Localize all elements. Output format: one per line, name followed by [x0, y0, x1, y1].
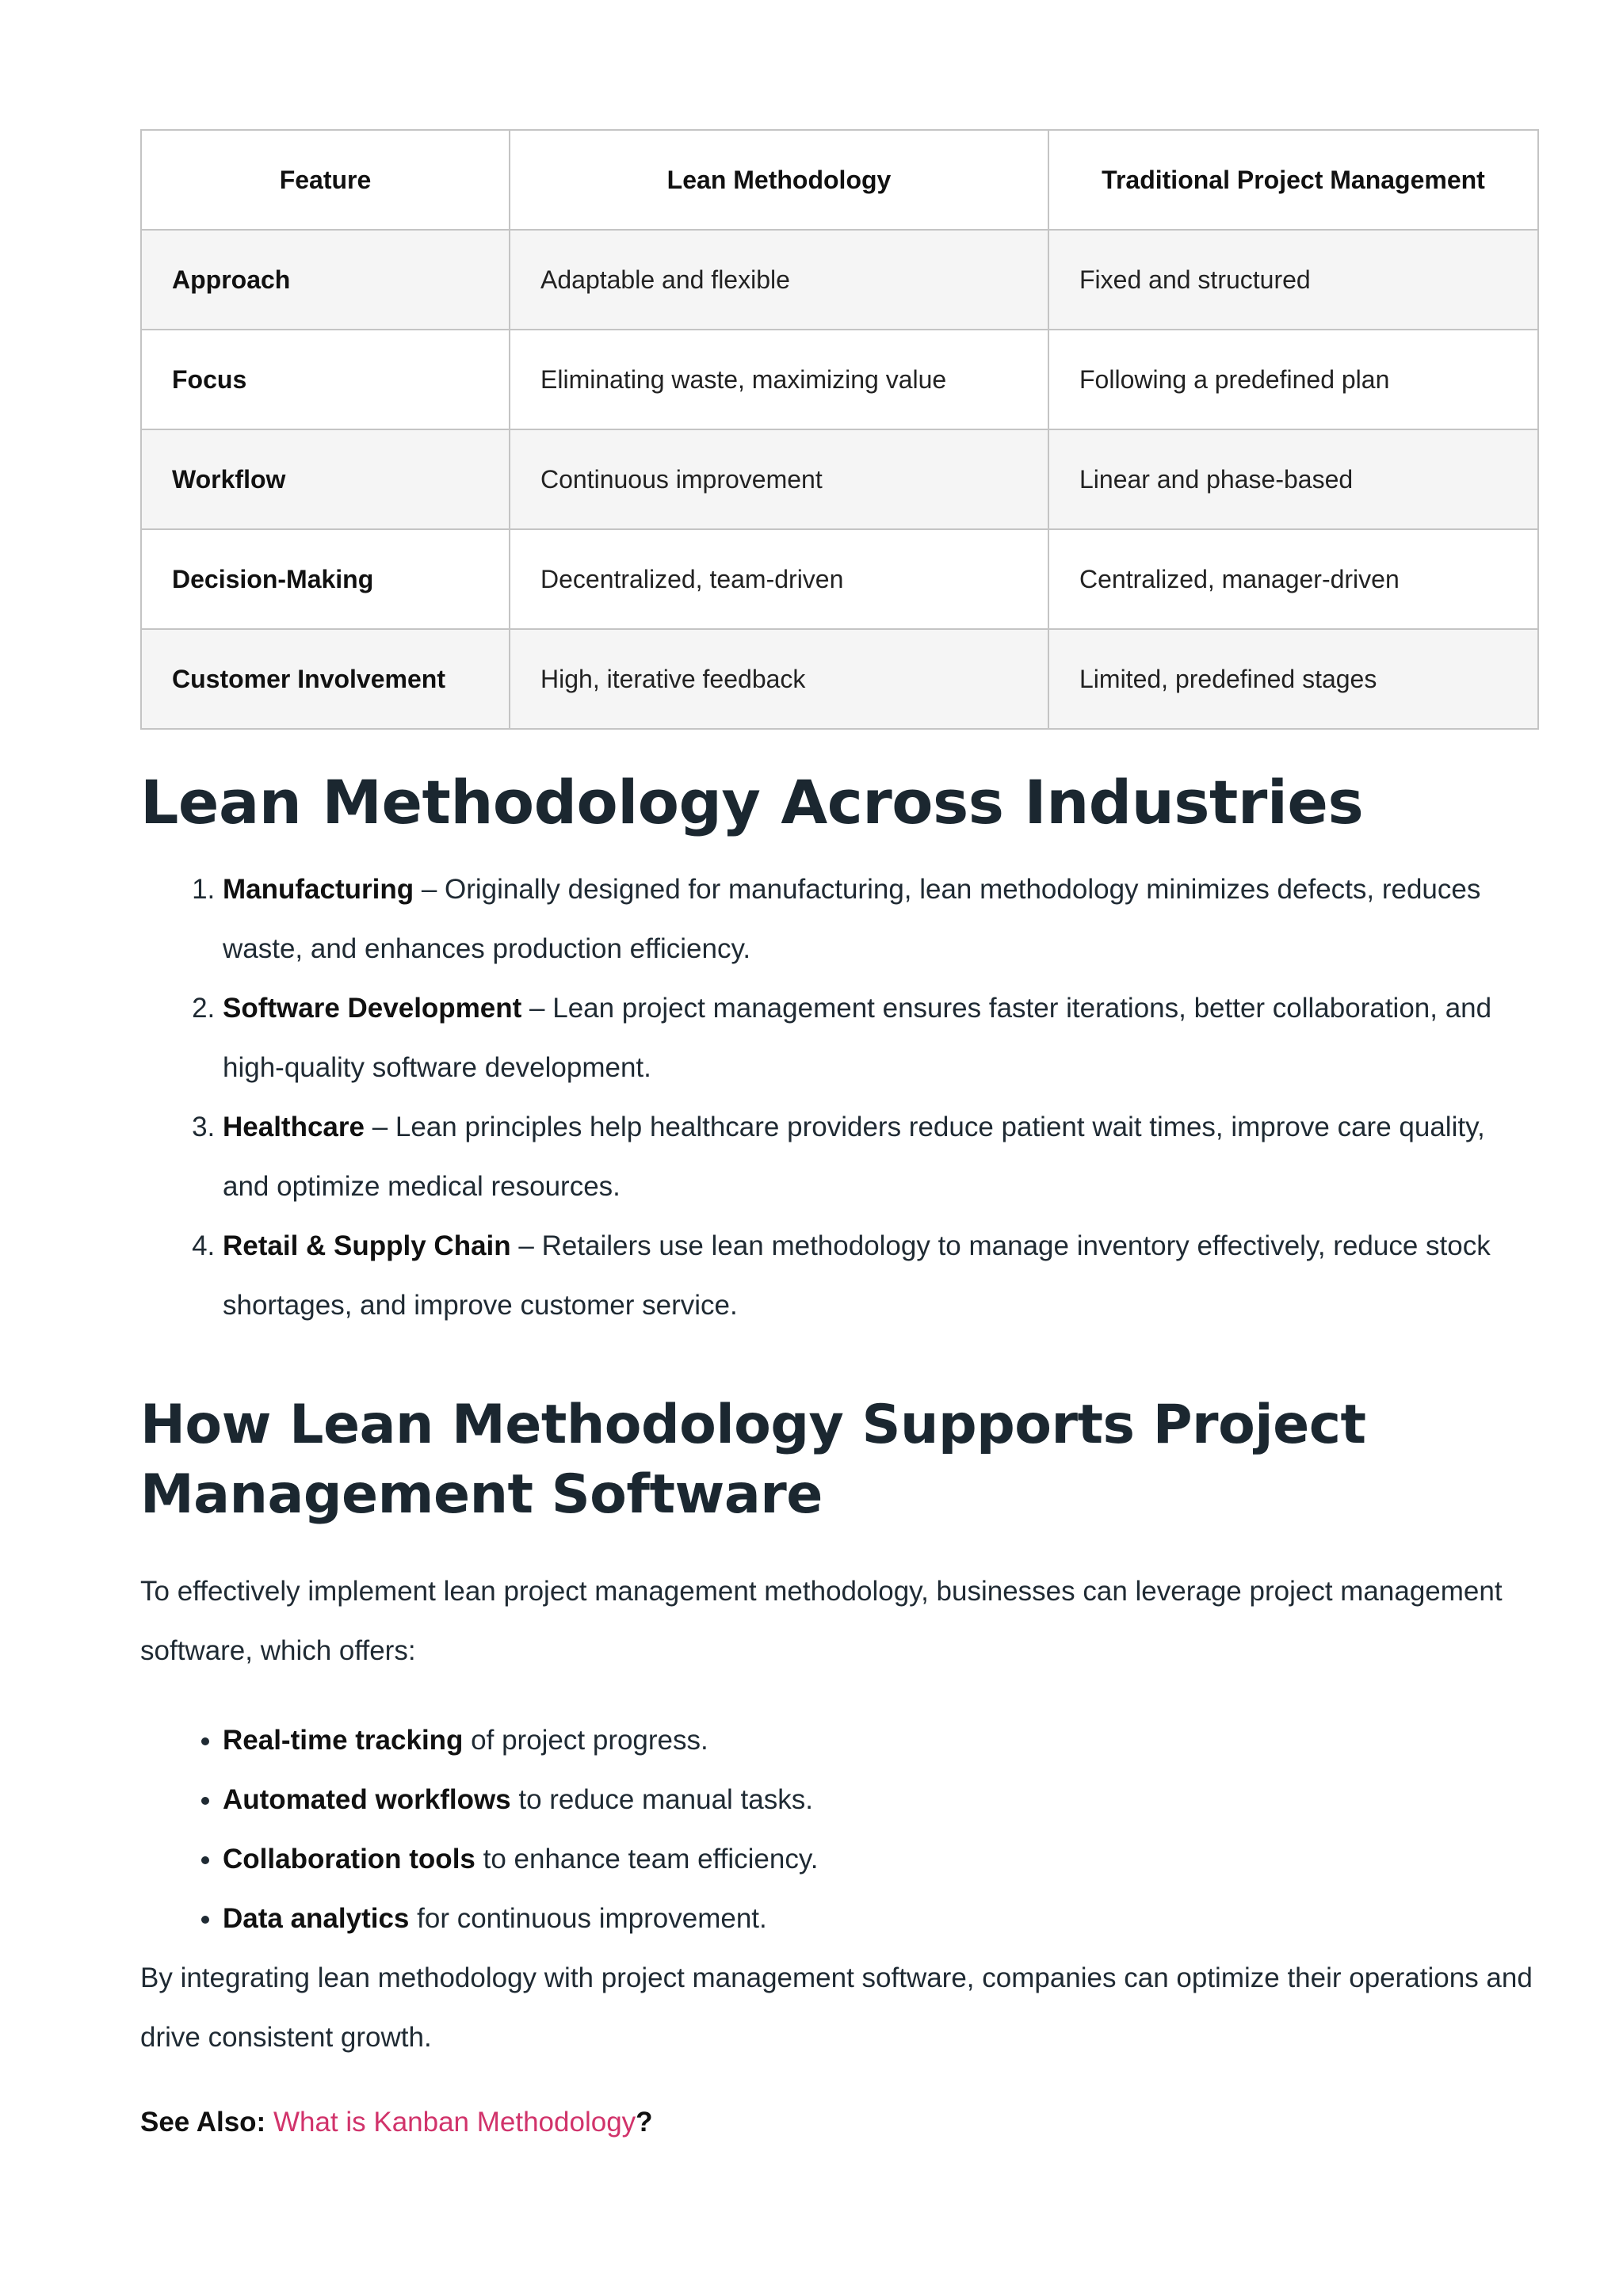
table-cell-traditional: Centralized, manager-driven	[1048, 529, 1538, 629]
list-item	[223, 978, 1537, 1097]
industries-list	[140, 860, 1537, 1335]
table-cell-feature: Workflow	[141, 429, 510, 529]
table-cell-lean: Eliminating waste, maximizing value	[510, 330, 1048, 429]
list-item-term: Software Development	[223, 993, 522, 1024]
comparison-table	[140, 129, 1539, 730]
industries-heading: Lean Methodology Across Industries	[140, 767, 1364, 837]
table-row	[141, 330, 1538, 429]
list-item-term: Collaboration tools	[223, 1844, 475, 1875]
list-item-term: Data analytics	[223, 1903, 410, 1934]
table-cell-lean: Adaptable and flexible	[510, 230, 1048, 330]
list-item	[223, 1216, 1537, 1335]
table-cell-feature: Approach	[141, 230, 510, 330]
table-header-row	[141, 130, 1538, 230]
list-item-term: Manufacturing	[223, 874, 414, 905]
kanban-methodology-link[interactable]: What is Kanban Methodology	[273, 2107, 636, 2138]
list-item	[223, 1829, 1537, 1889]
table-cell-traditional: Fixed and structured	[1048, 230, 1538, 330]
table-row	[141, 529, 1538, 629]
table-cell-lean: Decentralized, team-driven	[510, 529, 1048, 629]
table-cell-feature: Focus	[141, 330, 510, 429]
header-traditional: Traditional Project Management	[1048, 130, 1538, 230]
list-item	[223, 1889, 1537, 1948]
table-cell-feature: Decision-Making	[141, 529, 510, 629]
table-row	[141, 429, 1538, 529]
table-cell-traditional: Linear and phase-based	[1048, 429, 1538, 529]
list-item	[223, 1711, 1537, 1770]
see-also-label: See Also:	[140, 2107, 273, 2138]
article-content	[140, 129, 1537, 2152]
table-cell-lean: High, iterative feedback	[510, 629, 1048, 729]
list-item-term: Automated workflows	[223, 1784, 511, 1815]
list-item-text: – Lean project management ensures faster iterations, better collaboration, and high-quality software development.	[223, 993, 1492, 1083]
list-item-text: to enhance team efficiency.	[475, 1844, 819, 1875]
list-item	[223, 1770, 1537, 1829]
list-item	[223, 1097, 1537, 1216]
list-item-term: Real-time tracking	[223, 1725, 464, 1756]
list-item-text: – Retailers use lean methodology to manage inventory effectively, reduce stock shortages, and improve customer service.	[223, 1230, 1491, 1321]
features-list	[140, 1711, 1537, 1948]
software-closing: By integrating lean methodology with project management software, companies can optimize their operations and drive consistent growth.	[140, 1962, 1533, 2053]
software-heading: How Lean Methodology Supports Project Management Software	[140, 1394, 1366, 1526]
software-intro: To effectively implement lean project management methodology, businesses can leverage project management software, which offers:	[140, 1576, 1503, 1666]
table-cell-feature: Customer Involvement	[141, 629, 510, 729]
list-item	[223, 860, 1537, 978]
see-also	[140, 2092, 1537, 2152]
table-row	[141, 230, 1538, 330]
list-item-text: for continuous improvement.	[409, 1903, 767, 1934]
header-feature: Feature	[141, 130, 510, 230]
list-item-term: Healthcare	[223, 1112, 365, 1142]
list-item-text: to reduce manual tasks.	[510, 1784, 813, 1815]
table-cell-lean: Continuous improvement	[510, 429, 1048, 529]
see-also-suffix: ?	[636, 2107, 653, 2138]
table-cell-traditional: Following a predefined plan	[1048, 330, 1538, 429]
list-item-text: of project progress.	[463, 1725, 708, 1756]
list-item-term: Retail & Supply Chain	[223, 1230, 511, 1261]
header-lean: Lean Methodology	[510, 130, 1048, 230]
list-item-text: – Lean principles help healthcare providers reduce patient wait times, improve care quality, and optimize medical resources.	[223, 1112, 1485, 1202]
table-row	[141, 629, 1538, 729]
table-cell-traditional: Limited, predefined stages	[1048, 629, 1538, 729]
list-item-text: – Originally designed for manufacturing, lean methodology minimizes defects, reduces waste, and enhances production efficiency.	[223, 874, 1481, 964]
